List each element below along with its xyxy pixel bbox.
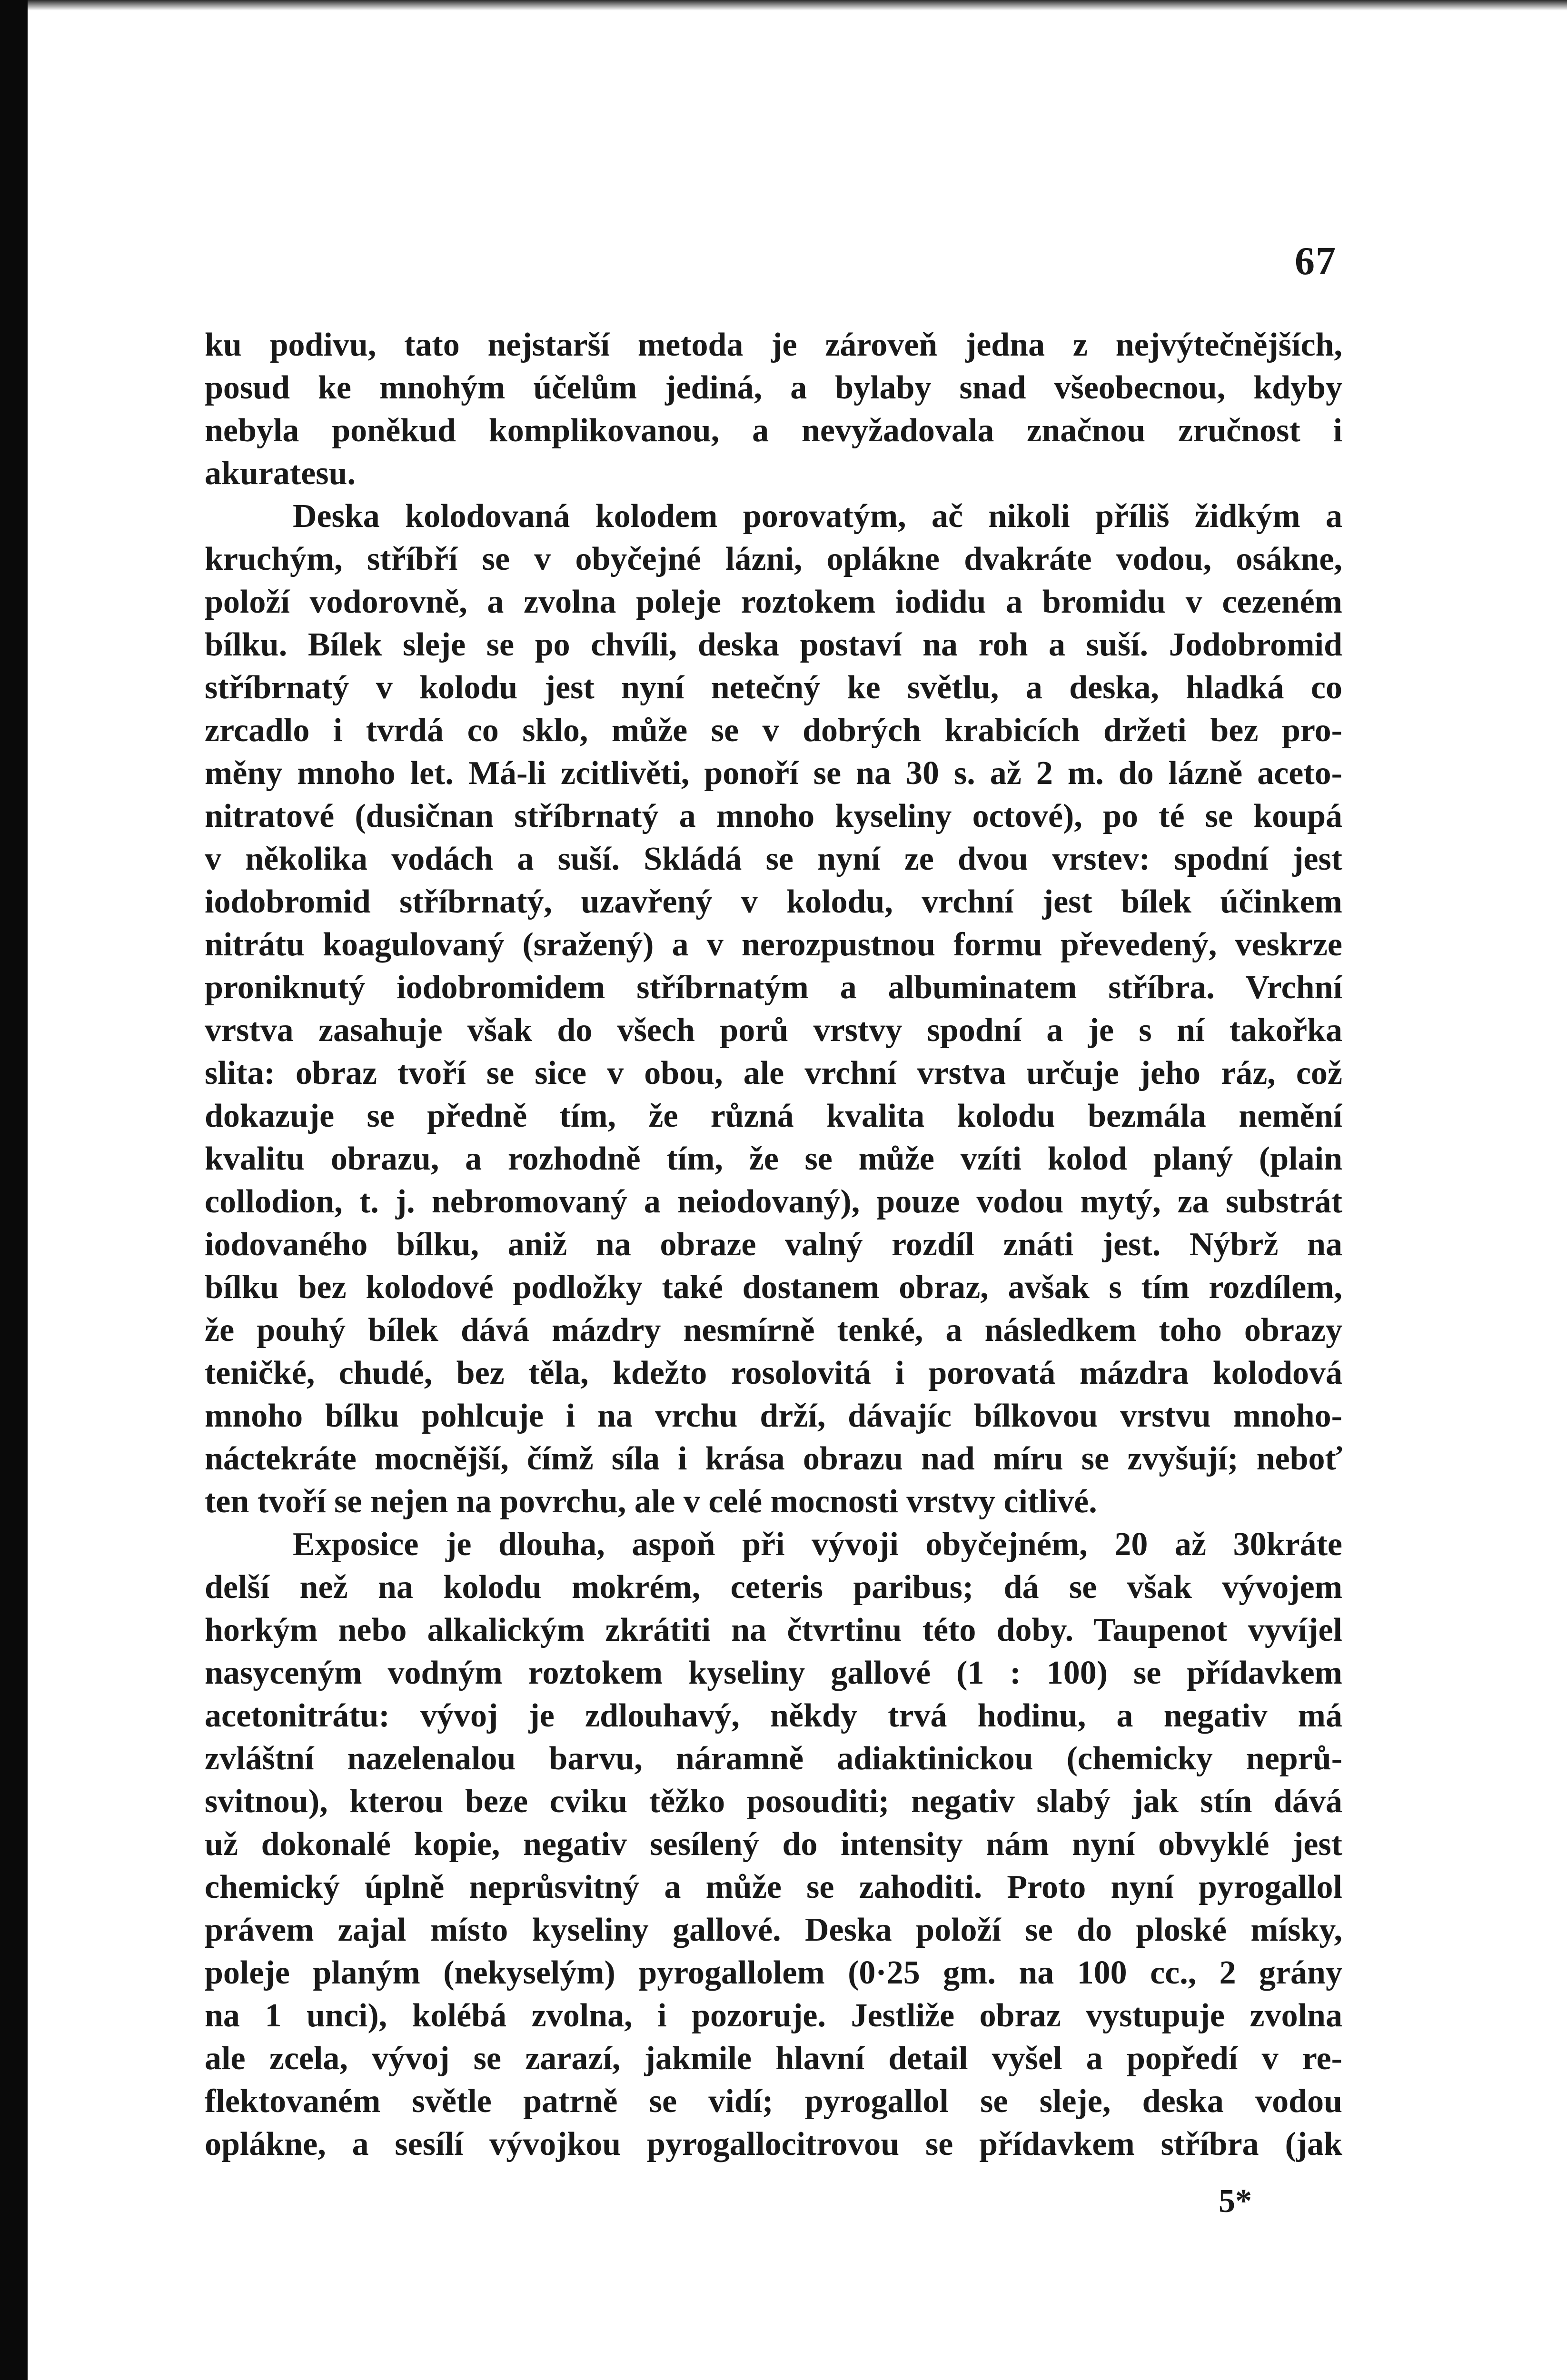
text-line: kruchým, stříbří se v obyčejné lázni, oplákne dvakráte vodou, osákne, — [205, 541, 1342, 577]
text-line: horkým nebo alkalickým zkrátiti na čtvrtinu této doby. Taupenot vyvíjel — [205, 1612, 1342, 1648]
text-line: chemický úplně neprůsvitný a může se zahoditi. Proto nyní pyrogallol — [205, 1869, 1342, 1905]
text-line: teničké, chudé, bez těla, kdežto rosolovitá i porovatá mázdra kolodová — [205, 1355, 1342, 1391]
text-line: proniknutý iodobromidem stříbrnatým a albuminatem stříbra. Vrchní — [205, 969, 1342, 1006]
text-line: dokazuje se předně tím, že různá kvalita kolodu bezmála nemění — [205, 1098, 1342, 1134]
text-line: stříbrnatý v kolodu jest nyní netečný ke světlu, a deska, hladká co — [205, 669, 1342, 706]
scan-top-edge — [28, 0, 1567, 10]
text-line: bílku bez kolodové podložky také dostanem obraz, avšak s tím rozdílem, — [205, 1269, 1342, 1306]
scan-left-edge — [0, 0, 28, 2380]
text-line: posud ke mnohým účelům jediná, a bylaby snad všeobecnou, kdyby — [205, 369, 1342, 406]
text-line: že pouhý bílek dává mázdry nesmírně tenké, a následkem toho obrazy — [205, 1312, 1342, 1349]
body-text — [205, 324, 1342, 2166]
text-line: oplákne, a sesílí vývojkou pyrogallocitrovou se přídavkem stříbra (jak — [205, 2126, 1342, 2162]
text-line: zvláštní nazelenalou barvu, náramně adiaktinickou (chemicky neprů- — [205, 1740, 1342, 1777]
text-line: měny mnoho let. Má-li zcitlivěti, ponoří se na 30 s. až 2 m. do lázně aceto- — [205, 755, 1342, 792]
text-line: na 1 unci), kolébá zvolna, i pozoruje. Jestliže obraz vystupuje zvolna — [205, 1997, 1342, 2034]
text-line: už dokonalé kopie, negativ sesílený do intensity nám nyní obvyklé jest — [205, 1826, 1342, 1863]
text-line: nebyla poněkud komplikovanou, a nevyžadovala značnou zručnost i — [205, 412, 1342, 449]
text-line: slita: obraz tvoří se sice v obou, ale vrchní vrstva určuje jeho ráz, což — [205, 1055, 1342, 1091]
text-line: flektovaném světle patrně se vidí; pyrogallol se sleje, deska vodou — [205, 2083, 1342, 2120]
text-line: náctekráte mocnější, čímž síla i krása obrazu nad míru se zvyšují; neboť — [205, 1440, 1342, 1477]
text-line: bílku. Bílek sleje se po chvíli, deska postaví na roh a suší. Jodobromid — [205, 626, 1342, 663]
text-line: vrstva zasahuje však do všech porů vrstvy spodní a je s ní takořka — [205, 1012, 1342, 1049]
text-line: iodobromid stříbrnatý, uzavřený v kolodu, vrchní jest bílek účinkem — [205, 883, 1342, 920]
text-line: v několika vodách a suší. Skládá se nyní ze dvou vrstev: spodní jest — [205, 841, 1342, 877]
text-line: nasyceným vodným roztokem kyseliny gallové (1 : 100) se přídavkem — [205, 1655, 1342, 1691]
text-line: Deska kolodovaná kolodem porovatým, ač nikoli příliš židkým a — [293, 498, 1342, 535]
text-line: kvalitu obrazu, a rozhodně tím, že se může vzíti kolod planý (plain — [205, 1140, 1342, 1177]
text-line: zrcadlo i tvrdá co sklo, může se v dobrých krabicích držeti bez pro- — [205, 712, 1342, 749]
text-line: nitratové (dusičnan stříbrnatý a mnoho kyseliny octové), po té se koupá — [205, 798, 1342, 834]
text-line: acetonitrátu: vývoj je zdlouhavý, někdy trvá hodinu, a negativ má — [205, 1697, 1342, 1734]
text-line: položí vodorovně, a zvolna poleje roztokem iodidu a bromidu v cezeném — [205, 584, 1342, 620]
text-line: mnoho bílku pohlcuje i na vrchu drží, dávajíc bílkovou vrstvu mnoho- — [205, 1398, 1342, 1434]
text-line: delší než na kolodu mokrém, ceteris paribus; dá se však vývojem — [205, 1569, 1342, 1606]
text-line: collodion, t. j. nebromovaný a neiodovaný), pouze vodou mytý, za substrát — [205, 1183, 1342, 1220]
text-line: ale zcela, vývoj se zarazí, jakmile hlavní detail vyšel a popředí v re- — [205, 2040, 1342, 2077]
text-line: ten tvoří se nejen na povrchu, ale v celé mocnosti vrstvy citlivé. — [205, 1483, 1097, 1520]
text-line: poleje planým (nekyselým) pyrogallolem (0·25 gm. na 100 cc., 2 grány — [205, 1954, 1342, 1991]
text-line: akuratesu. — [205, 455, 356, 492]
text-line: ku podivu, tato nejstarší metoda je zároveň jedna z nejvýtečnějších, — [205, 327, 1342, 363]
text-line: právem zajal místo kyseliny gallové. Deska položí se do ploské mísky, — [205, 1912, 1342, 1948]
text-line: nitrátu koagulovaný (sražený) a v nerozpustnou formu převedený, veskrze — [205, 926, 1342, 963]
text-line: svitnou), kterou beze cviku těžko posouditi; negativ slabý jak stín dává — [205, 1783, 1342, 1820]
text-line: Exposice je dlouha, aspoň při vývoji obyčejném, 20 až 30kráte — [293, 1526, 1342, 1563]
signature-mark: 5* — [1219, 2183, 1252, 2220]
text-line: iodovaného bílku, aniž na obraze valný rozdíl znáti jest. Nýbrž na — [205, 1226, 1342, 1263]
page-number: 67 — [1295, 239, 1337, 283]
